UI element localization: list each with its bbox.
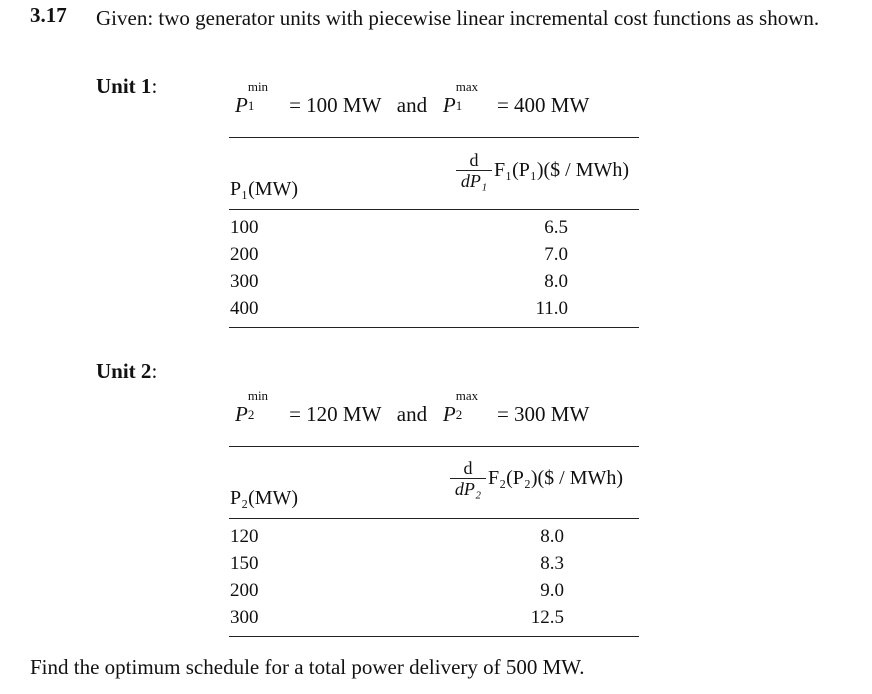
unit-2-max-sup: max — [455, 388, 479, 403]
unit-1-and: and — [396, 93, 428, 117]
unit-1-derivative-numerator: d — [456, 150, 492, 171]
table-cell: 200 — [230, 244, 259, 265]
unit-2-pmax-symbol: P — [442, 402, 456, 426]
table-cell: 300 — [230, 271, 259, 292]
unit-1-min-sup: min — [247, 79, 269, 94]
unit-1-limits — [235, 79, 590, 118]
unit-1-table-top-rule — [229, 137, 639, 138]
problem-number: 3.17 — [30, 3, 67, 27]
unit-1-min-sub: 1 — [247, 98, 255, 113]
unit-2-col2-values — [484, 523, 564, 631]
unit-2-table-top-rule — [229, 446, 639, 447]
problem-question: Find the optimum schedule for a total power delivery of 500 MW. — [30, 655, 585, 679]
table-cell: 200 — [230, 580, 259, 601]
unit-2-max-sub: 2 — [455, 407, 463, 422]
unit-1-table-bottom-rule — [229, 327, 639, 328]
unit-1-max-sup: max — [455, 79, 479, 94]
table-cell: 150 — [230, 553, 259, 574]
unit-1-max-sub: 1 — [455, 98, 463, 113]
unit-2-min-sub: 2 — [247, 407, 255, 422]
table-cell: 7.0 — [544, 244, 568, 265]
unit-2-col1-header: P₂(MW) — [230, 487, 299, 509]
unit-1-pmin-symbol: P — [235, 93, 248, 117]
unit-1-max-value: = 400 MW — [496, 93, 590, 117]
unit-2-pmin-symbol: P — [235, 402, 248, 426]
unit-2-and: and — [396, 402, 428, 426]
unit-2-derivative-numerator: d — [450, 458, 486, 479]
table-cell: 6.5 — [544, 217, 568, 238]
unit-2-header-rule — [229, 518, 639, 519]
unit-1-min-value: = 100 MW — [289, 93, 382, 117]
unit-1-pmax-symbol: P — [442, 93, 456, 117]
unit-2-min-sup: min — [247, 388, 269, 403]
unit-2-derivative-fraction — [450, 458, 486, 499]
unit-2-col2-header: F₂(P₂)($ / MWh) — [488, 467, 624, 489]
table-cell: 9.0 — [540, 580, 564, 601]
unit-2-col1-values — [230, 523, 259, 631]
problem-statement: Given: two generator units with piecewise linear incremental cost functions as shown. — [96, 6, 820, 30]
table-cell: 100 — [230, 217, 259, 238]
unit-1-col1-values — [230, 214, 259, 322]
unit-2-label-text: Unit 2 — [96, 359, 152, 383]
unit-1-col2-values — [488, 214, 568, 322]
unit-1-derivative-fraction — [456, 150, 492, 191]
table-cell: 120 — [230, 526, 259, 547]
table-cell: 8.0 — [540, 526, 564, 547]
unit-2-table-bottom-rule — [229, 636, 639, 637]
unit-2-limits — [235, 388, 590, 427]
unit-2-colon: : — [151, 359, 158, 383]
unit-1-col2-header: F₁(P₁)($ / MWh) — [494, 159, 630, 181]
unit-1-label — [96, 74, 157, 99]
unit-2-label — [96, 359, 157, 384]
table-cell: 12.5 — [530, 607, 564, 628]
unit-2-max-value: = 300 MW — [496, 402, 590, 426]
table-cell: 300 — [230, 607, 259, 628]
table-cell: 11.0 — [535, 298, 568, 319]
unit-2-derivative-denominator: dP₂ — [454, 479, 482, 499]
unit-1-colon: : — [151, 74, 158, 98]
unit-1-label-text: Unit 1 — [96, 74, 152, 98]
unit-1-col1-header: P₁(MW) — [230, 178, 299, 200]
table-cell: 8.3 — [540, 553, 564, 574]
unit-2-min-value: = 120 MW — [289, 402, 382, 426]
table-cell: 8.0 — [544, 271, 568, 292]
unit-1-header-rule — [229, 209, 639, 210]
table-cell: 400 — [230, 298, 259, 319]
unit-1-derivative-denominator: dP₁ — [460, 171, 488, 191]
